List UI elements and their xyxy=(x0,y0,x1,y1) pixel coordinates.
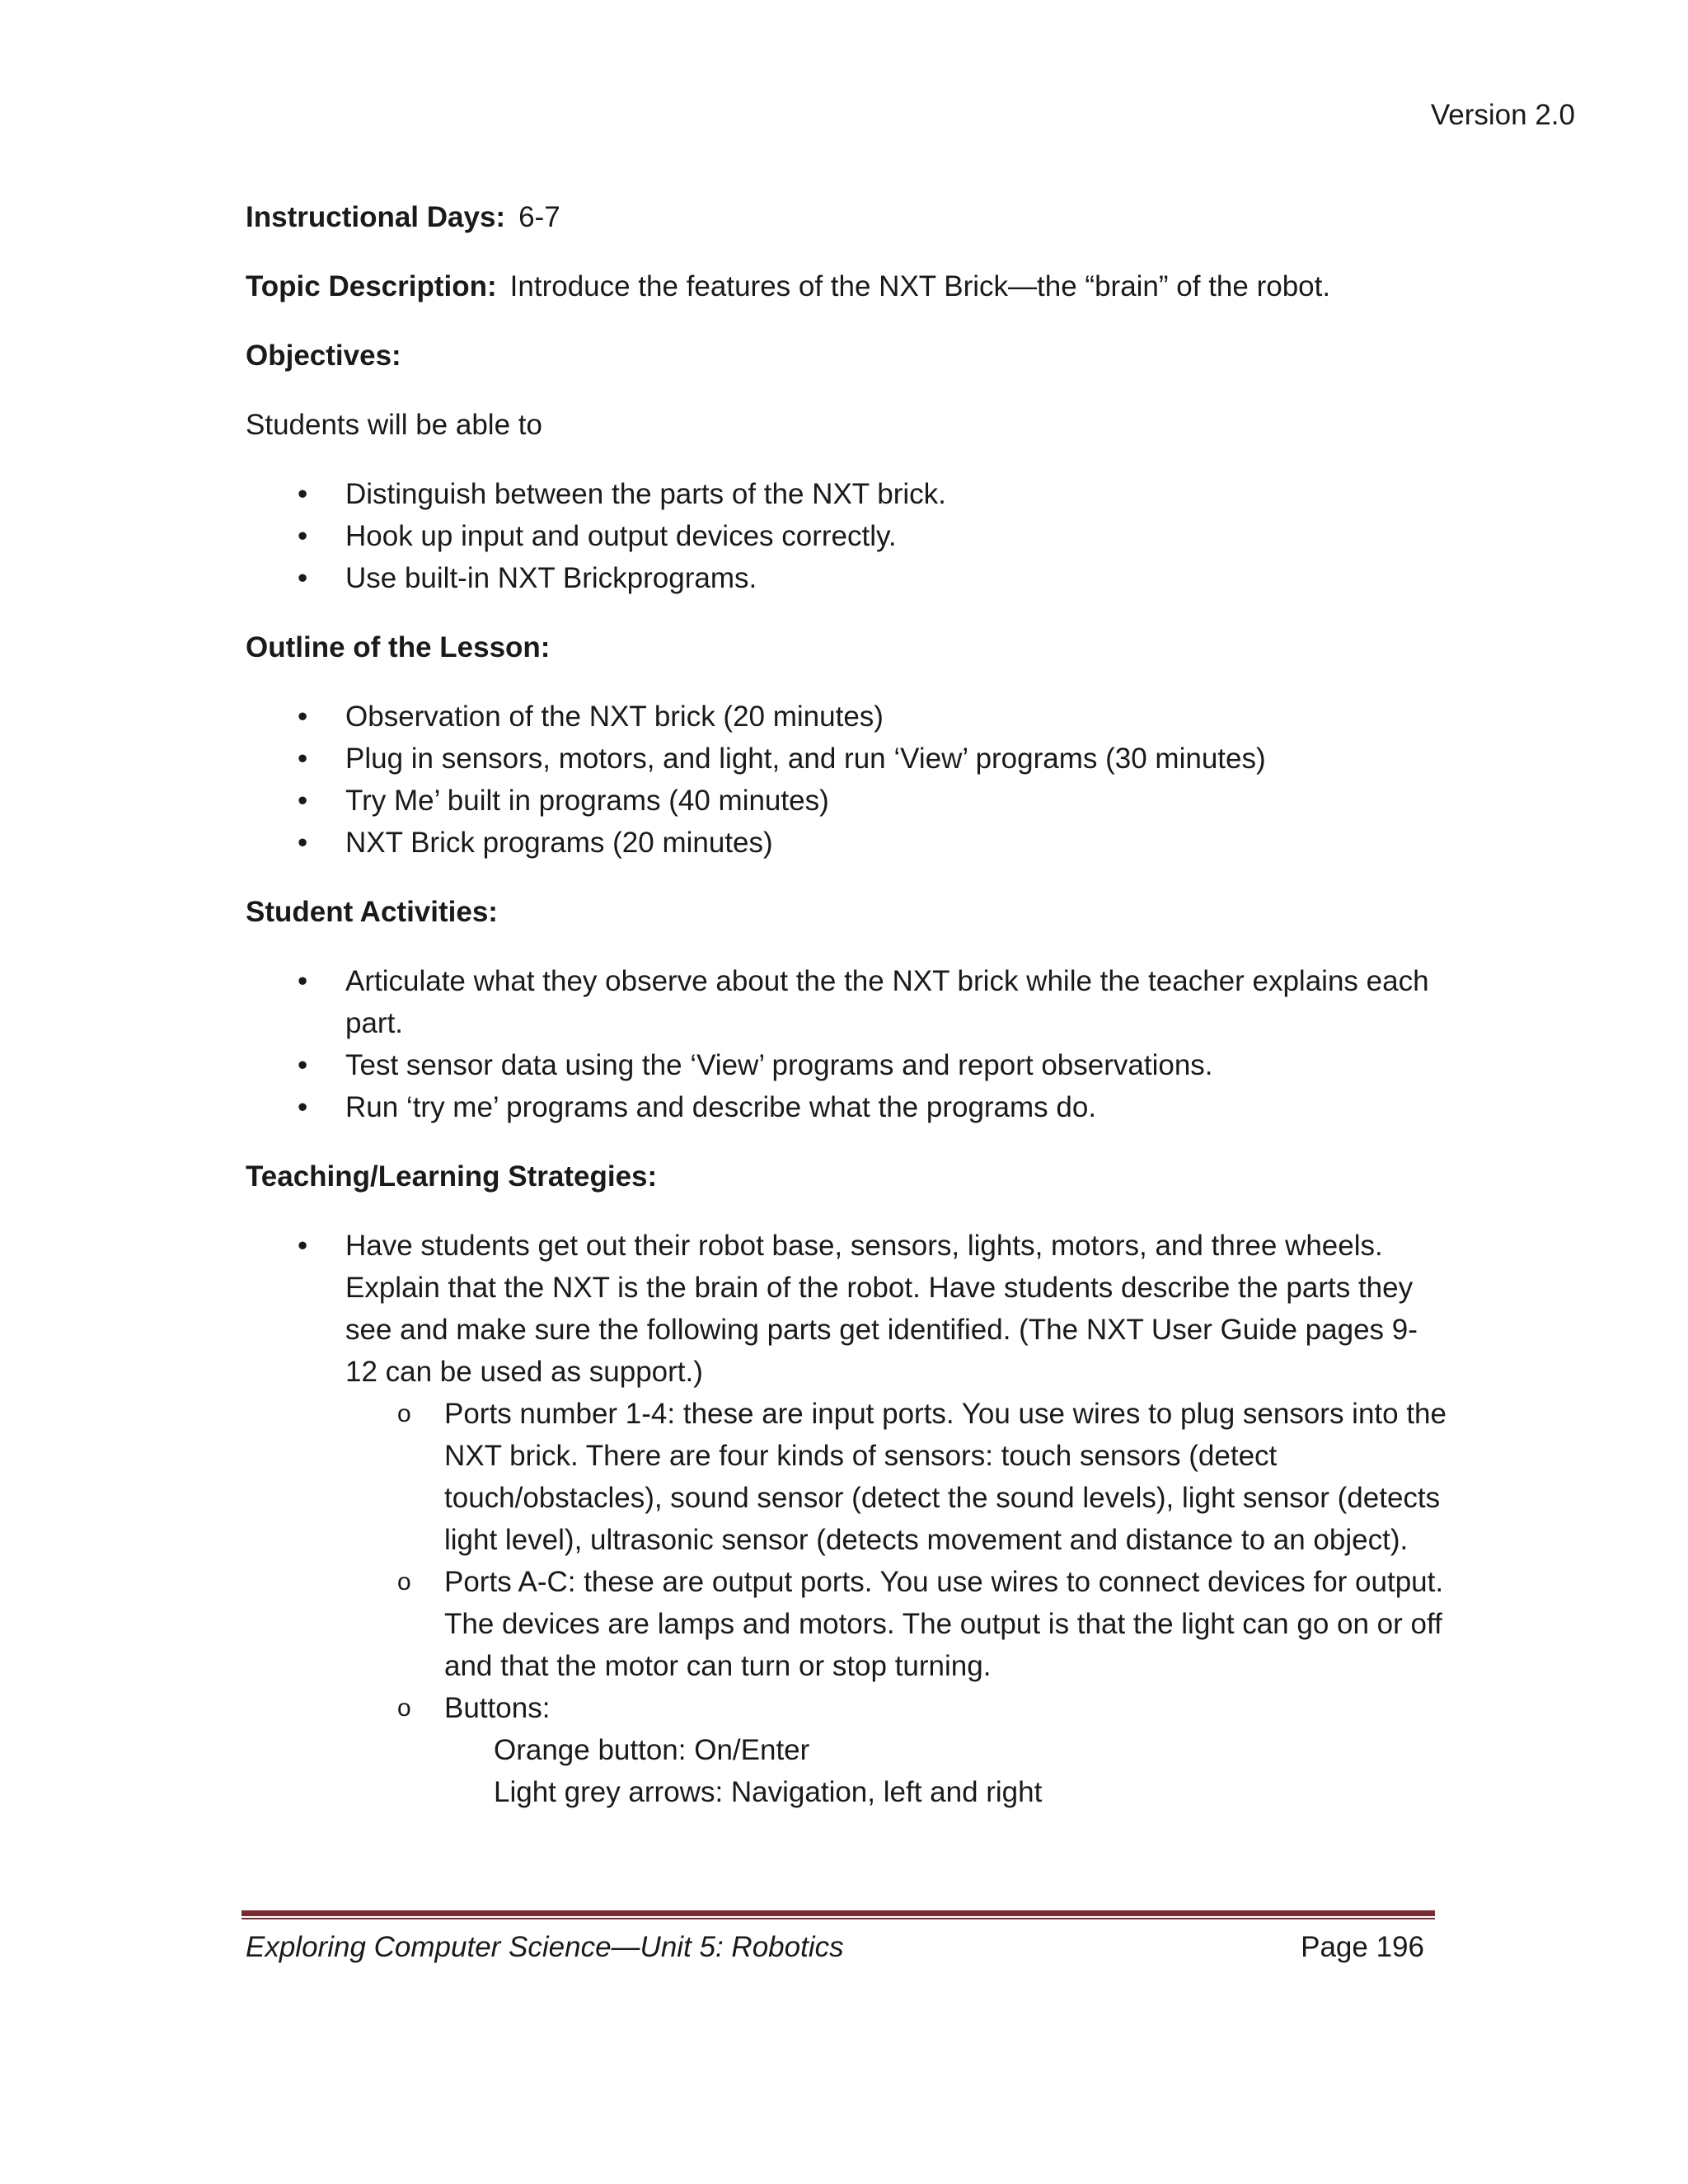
strategies-heading: Teaching/Learning Strategies: xyxy=(246,1160,658,1193)
footer-rule xyxy=(241,1910,1435,1920)
list-item-text: Use built-in NXT Brickprograms. xyxy=(345,562,757,594)
instructional-days-label: Instructional Days: xyxy=(246,201,506,233)
strategies-list xyxy=(246,1225,1449,1813)
list-item-text: Distinguish between the parts of the NXT brick. xyxy=(345,478,946,510)
list-item xyxy=(246,960,1449,1044)
objectives-heading: Objectives: xyxy=(246,340,401,372)
list-item-text: Hook up input and output devices correctly. xyxy=(345,520,897,552)
list-item-text: Run ‘try me’ programs and describe what the programs do. xyxy=(345,1091,1097,1123)
list-item xyxy=(246,780,1449,822)
bullet-icon: • xyxy=(298,1049,308,1081)
objectives-list xyxy=(246,473,1449,599)
student-activities-heading: Student Activities: xyxy=(246,896,498,928)
list-item xyxy=(246,1044,1449,1086)
bullet-icon: • xyxy=(298,1091,308,1123)
outline-heading: Outline of the Lesson: xyxy=(246,631,551,663)
instructional-days-value: 6-7 xyxy=(518,201,560,233)
strategies-sublist xyxy=(345,1393,1449,1813)
bullet-icon: • xyxy=(298,520,308,552)
button-line: Orange button: On/Enter xyxy=(494,1734,810,1766)
footer-title: Exploring Computer Science—Unit 5: Robotics xyxy=(246,1931,844,1963)
topic-description xyxy=(246,265,1449,307)
topic-description-label: Topic Description: xyxy=(246,270,497,302)
bullet-icon: • xyxy=(298,827,308,859)
list-item xyxy=(246,1086,1449,1128)
list-item-text: Articulate what they observe about the the NXT brick while the teacher explains each part. xyxy=(345,965,1429,1039)
list-item-text: Have students get out their robot base, sensors, lights, motors, and three wheels. Explain that the NXT is the brain of the robot. Have students describe the parts they see and make sure the following parts get identified. (The NXT User Guide pages 9-12 can be used as support.) xyxy=(345,1230,1418,1388)
outline-list xyxy=(246,696,1449,864)
topic-description-value: Introduce the features of the NXT Brick—the “brain” of the robot. xyxy=(509,270,1331,302)
button-line: Light grey arrows: Navigation, left and right xyxy=(494,1776,1043,1808)
circle-bullet-icon: o xyxy=(397,1694,411,1722)
instructional-days xyxy=(246,196,1449,238)
sub-list-item-text: Ports number 1-4: these are input ports. You use wires to plug sensors into the NXT brick. There are four kinds of sensors: touch sensors (detect touch/obstacles), sound sensor (detect the sound levels), light sensor (detects light level), ultrasonic sensor (detects movement and distance to an object). xyxy=(444,1398,1447,1556)
list-item xyxy=(246,515,1449,557)
bullet-icon: • xyxy=(298,701,308,733)
bullet-icon: • xyxy=(298,743,308,775)
objectives-intro: Students will be able to xyxy=(246,409,542,441)
list-item-text: Observation of the NXT brick (20 minutes) xyxy=(345,701,884,733)
bullet-icon: • xyxy=(298,1230,308,1262)
bullet-icon: • xyxy=(298,478,308,510)
student-activities-list xyxy=(246,960,1449,1128)
bullet-icon: • xyxy=(298,965,308,997)
sub-list-item-text: Ports A-C: these are output ports. You use wires to connect devices for output. The devices are lamps and motors. The output is that the light can go on or off and that the motor can turn or stop turning. xyxy=(444,1566,1444,1682)
list-item-text: NXT Brick programs (20 minutes) xyxy=(345,827,773,859)
footer-rule-thin xyxy=(241,1918,1435,1919)
buttons-description xyxy=(444,1729,1449,1813)
list-item xyxy=(246,473,1449,515)
sub-list-item xyxy=(345,1687,1449,1813)
list-item xyxy=(246,1225,1449,1813)
page-number: Page 196 xyxy=(1301,1931,1424,1963)
version-label: Version 2.0 xyxy=(1430,99,1575,131)
sub-list-item-text: Buttons: xyxy=(444,1692,551,1724)
footer-rule-thick xyxy=(241,1910,1435,1916)
circle-bullet-icon: o xyxy=(397,1568,411,1596)
bullet-icon: • xyxy=(298,785,308,817)
list-item-text: Test sensor data using the ‘View’ programs and report observations. xyxy=(345,1049,1213,1081)
lesson-content xyxy=(246,196,1449,1813)
circle-bullet-icon: o xyxy=(397,1400,411,1427)
list-item xyxy=(246,557,1449,599)
list-item xyxy=(246,822,1449,864)
list-item-text: Plug in sensors, motors, and light, and run ‘View’ programs (30 minutes) xyxy=(345,743,1266,775)
sub-list-item xyxy=(345,1561,1449,1687)
list-item xyxy=(246,738,1449,780)
list-item-text: Try Me’ built in programs (40 minutes) xyxy=(345,785,829,817)
list-item xyxy=(246,696,1449,738)
sub-list-item xyxy=(345,1393,1449,1561)
bullet-icon: • xyxy=(298,562,308,594)
